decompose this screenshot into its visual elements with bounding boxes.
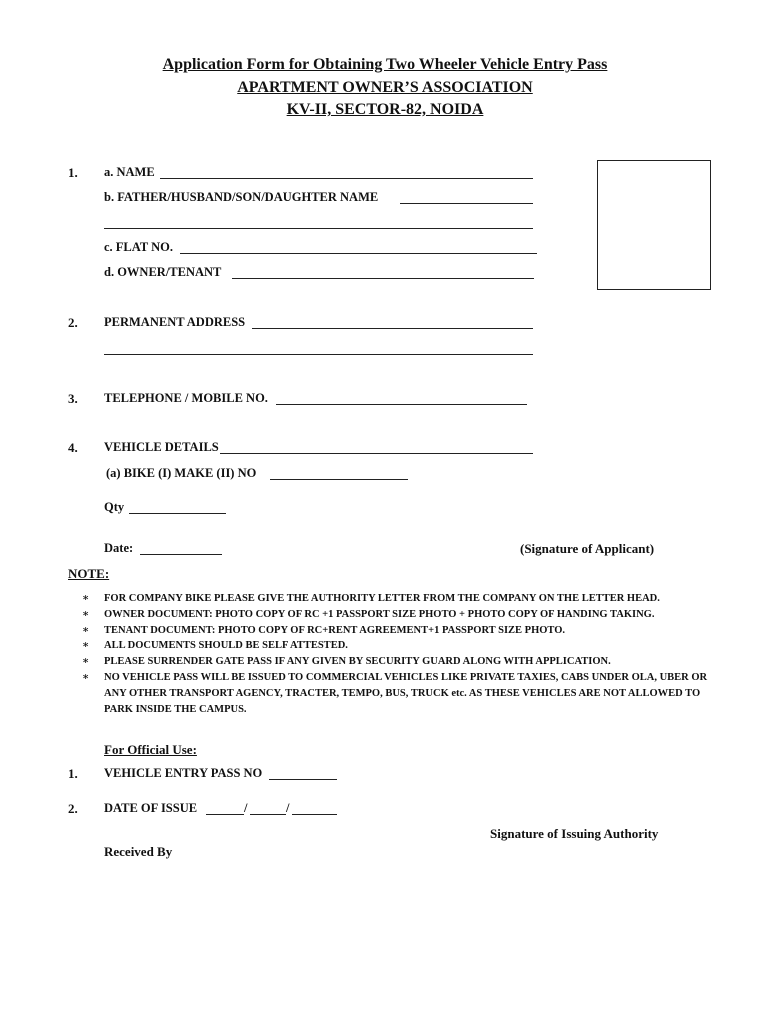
telephone-label: TELEPHONE / MOBILE NO. xyxy=(104,391,268,405)
bullet-icon: ∗ xyxy=(82,640,90,652)
date-separator: / xyxy=(244,801,248,815)
date-of-issue-label: DATE OF ISSUE xyxy=(104,801,198,815)
association-address: KV-II, SECTOR-82, NOIDA xyxy=(286,101,484,118)
name-label: a. NAME xyxy=(104,165,155,179)
association-name: APARTMENT OWNER’S ASSOCIATION xyxy=(237,79,533,96)
date-label: Date: xyxy=(104,541,134,555)
note-title: NOTE: xyxy=(68,566,110,581)
owner-tenant-label: d. OWNER/TENANT xyxy=(104,265,222,279)
father-name-field-continued[interactable] xyxy=(104,228,533,229)
section-3-number: 3. xyxy=(68,391,78,406)
father-name-field[interactable] xyxy=(400,203,533,204)
section-1-number: 1. xyxy=(68,165,78,180)
note-item-text: OWNER DOCUMENT: PHOTO COPY OF RC +1 PASSPORT SIZE PHOTO + PHOTO COPY OF HANDING TAKING. xyxy=(104,608,655,620)
official-use-title: For Official Use: xyxy=(104,742,197,757)
note-item xyxy=(82,670,722,717)
section-4-number: 4. xyxy=(68,440,78,455)
flat-no-label: c. FLAT NO. xyxy=(104,240,173,254)
qty-field[interactable] xyxy=(129,513,226,514)
owner-tenant-field[interactable] xyxy=(232,278,534,279)
bike-make-label: (a) BIKE (I) MAKE (II) NO xyxy=(106,466,257,480)
bullet-icon: ∗ xyxy=(82,624,90,636)
issue-month-field[interactable] xyxy=(250,814,286,815)
received-by-label: Received By xyxy=(104,844,173,859)
note-item-text: ALL DOCUMENTS SHOULD BE SELF ATTESTED. xyxy=(104,640,348,652)
issuing-authority-signature-label: Signature of Issuing Authority xyxy=(490,826,659,841)
permanent-address-field[interactable] xyxy=(252,328,533,329)
official-item-1-number: 1. xyxy=(68,766,78,781)
bullet-icon: ∗ xyxy=(82,608,90,620)
note-item-text: NO VEHICLE PASS WILL BE ISSUED TO COMMERCIAL VEHICLES LIKE PRIVATE TAXIES, CABS UNDER OLA, UBER OR ANY OTHER TRANSPORT AGENCY, TRACTER, TEMPO, BUS, TRUCK etc. AS THESE VEHICLES ARE NOT ALLOWED TO PARK INSIDE THE CAMPUS. xyxy=(104,671,708,715)
form-title: Application Form for Obtaining Two Wheeler Vehicle Entry Pass xyxy=(162,56,608,73)
vehicle-details-label: VEHICLE DETAILS xyxy=(104,440,219,454)
qty-label: Qty xyxy=(104,500,125,514)
note-item xyxy=(82,607,722,623)
note-item xyxy=(82,638,722,654)
date-field[interactable] xyxy=(140,554,222,555)
father-name-label: b. FATHER/HUSBAND/SON/DAUGHTER NAME xyxy=(104,190,379,204)
issue-day-field[interactable] xyxy=(206,814,244,815)
bullet-icon: ∗ xyxy=(82,671,90,683)
official-item-2-number: 2. xyxy=(68,801,78,816)
note-item-text: FOR COMPANY BIKE PLEASE GIVE THE AUTHORITY LETTER FROM THE COMPANY ON THE LETTER HEAD. xyxy=(104,593,660,604)
note-item xyxy=(82,591,722,607)
bike-make-field[interactable] xyxy=(270,479,408,480)
date-separator: / xyxy=(286,801,290,815)
note-item-text: PLEASE SURRENDER GATE PASS IF ANY GIVEN BY SECURITY GUARD ALONG WITH APPLICATION. xyxy=(104,656,611,668)
note-list xyxy=(82,591,722,717)
photo-box[interactable] xyxy=(597,160,711,290)
note-item xyxy=(82,623,722,639)
permanent-address-field-continued[interactable] xyxy=(104,354,533,355)
flat-no-field[interactable] xyxy=(180,253,537,254)
entry-pass-no-label: VEHICLE ENTRY PASS NO xyxy=(104,766,263,780)
vehicle-details-field[interactable] xyxy=(220,453,533,454)
permanent-address-label: PERMANENT ADDRESS xyxy=(104,315,246,329)
name-field[interactable] xyxy=(160,178,533,179)
bullet-icon: ∗ xyxy=(82,593,90,604)
section-2-number: 2. xyxy=(68,315,78,330)
telephone-field[interactable] xyxy=(276,404,527,405)
note-item-text: TENANT DOCUMENT: PHOTO COPY OF RC+RENT AGREEMENT+1 PASSPORT SIZE PHOTO. xyxy=(104,624,566,636)
note-item xyxy=(82,654,722,670)
entry-pass-no-field[interactable] xyxy=(269,779,337,780)
issue-year-field[interactable] xyxy=(292,814,337,815)
applicant-signature-label: (Signature of Applicant) xyxy=(520,541,655,556)
bullet-icon: ∗ xyxy=(82,656,90,668)
